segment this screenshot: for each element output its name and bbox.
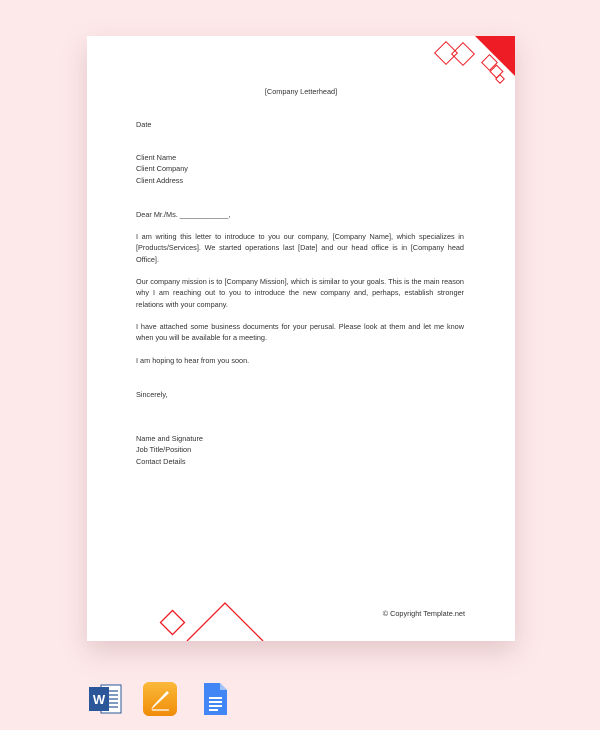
word-icon-letter: W	[92, 692, 106, 707]
salutation: Dear Mr./Ms. ____________,	[136, 210, 231, 219]
recipient-block	[136, 152, 464, 186]
signature-name: Name and Signature	[136, 434, 203, 443]
recipient-company: Client Company	[136, 164, 188, 174]
date-line: Date	[136, 120, 152, 129]
paragraph-closing-remark: I am hoping to hear from you soon.	[136, 356, 250, 365]
closing: Sincerely,	[136, 390, 168, 399]
signature-contact: Contact Details	[136, 456, 186, 466]
pages-icon[interactable]	[142, 681, 178, 717]
word-icon[interactable]	[87, 681, 123, 717]
corner-decoration-bottom-left	[147, 601, 277, 641]
paragraph-attachments: I have attached some business documents for your perusal. Please look at them and let me know when you will be available for a meeting.	[136, 322, 464, 343]
recipient-address: Client Address	[136, 175, 184, 185]
signature-title: Job Title/Position	[136, 445, 192, 455]
paragraph-mission: Our company mission is to [Company Mission], which is similar to your goals. This is the main reason why I am reaching out to you to introduce the new company and, perhaps, establish stronger relations with your company.	[136, 277, 464, 309]
recipient-name: Client Name	[136, 153, 177, 162]
paragraph-intro: I am writing this letter to introduce to you our company, [Company Name], which specializes in [Products/Services]. We started operations last [Date] and our head office is in [Company head Office].	[136, 232, 464, 264]
google-docs-icon[interactable]	[197, 681, 233, 717]
signature-block	[136, 433, 464, 467]
letter-page	[87, 36, 515, 641]
compatible-apps	[87, 681, 233, 717]
company-letterhead: [Company Letterhead]	[264, 87, 338, 96]
copyright-notice: © Copyright Template.net	[382, 609, 465, 618]
